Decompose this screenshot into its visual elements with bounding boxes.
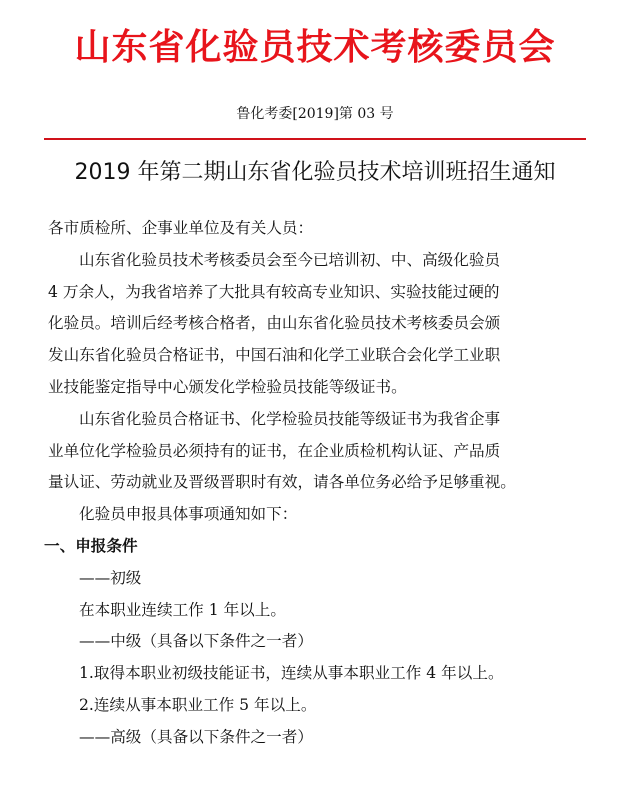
condition-item: 在本职业连续工作 1 年以上。 — [79, 600, 286, 619]
document-number: 鲁化考委[2019]第 03 号 — [236, 106, 394, 122]
paragraph-line: 量认证、劳动就业及晋级晋职时有效，请各单位务必给予足够重视。 — [48, 473, 516, 492]
paragraph-line: 化验员申报具体事项通知如下： — [79, 505, 298, 524]
salutation: 各市质检所、企事业单位及有关人员： — [48, 219, 314, 237]
section-heading: 一、申报条件 — [44, 536, 138, 555]
condition-item: 2.连续从事本职业工作 5 年以上。 — [79, 695, 317, 714]
document-title: 2019 年第二期山东省化验员技术培训班招生通知 — [74, 160, 556, 185]
level-heading: ——初级 — [79, 568, 142, 587]
level-heading: ——高级（具备以下条件之一者） — [79, 727, 313, 746]
paragraph-line: 化验员。培训后经考核合格者，由山东省化验员技术考核委员会颁 — [48, 314, 501, 333]
paragraph-line: 山东省化验员合格证书、化学检验员技能等级证书为我省企事 — [79, 409, 501, 428]
paragraph-line: 4 万余人，为我省培养了大批具有较高专业知识、实验技能过硬的 — [48, 282, 500, 301]
level-heading: ——中级（具备以下条件之一者） — [79, 632, 313, 651]
condition-item: 1.取得本职业初级技能证书，连续从事本职业工作 4 年以上。 — [79, 664, 504, 683]
paragraph-line: 业技能鉴定指导中心颁发化学检验员技能等级证书。 — [48, 377, 407, 396]
document-body — [44, 213, 588, 754]
paragraph-line: 业单位化学检验员必须持有的证书，在企业质检机构认证、产品质 — [48, 441, 501, 460]
issuing-organization-title: 山东省化验员技术考核委员会 — [74, 27, 556, 68]
paragraph-line: 发山东省化验员合格证书，中国石油和化学工业联合会化学工业职 — [48, 346, 501, 365]
paragraph-line: 山东省化验员技术考核委员会至今已培训初、中、高级化验员 — [79, 250, 501, 269]
red-divider-line — [44, 138, 586, 140]
